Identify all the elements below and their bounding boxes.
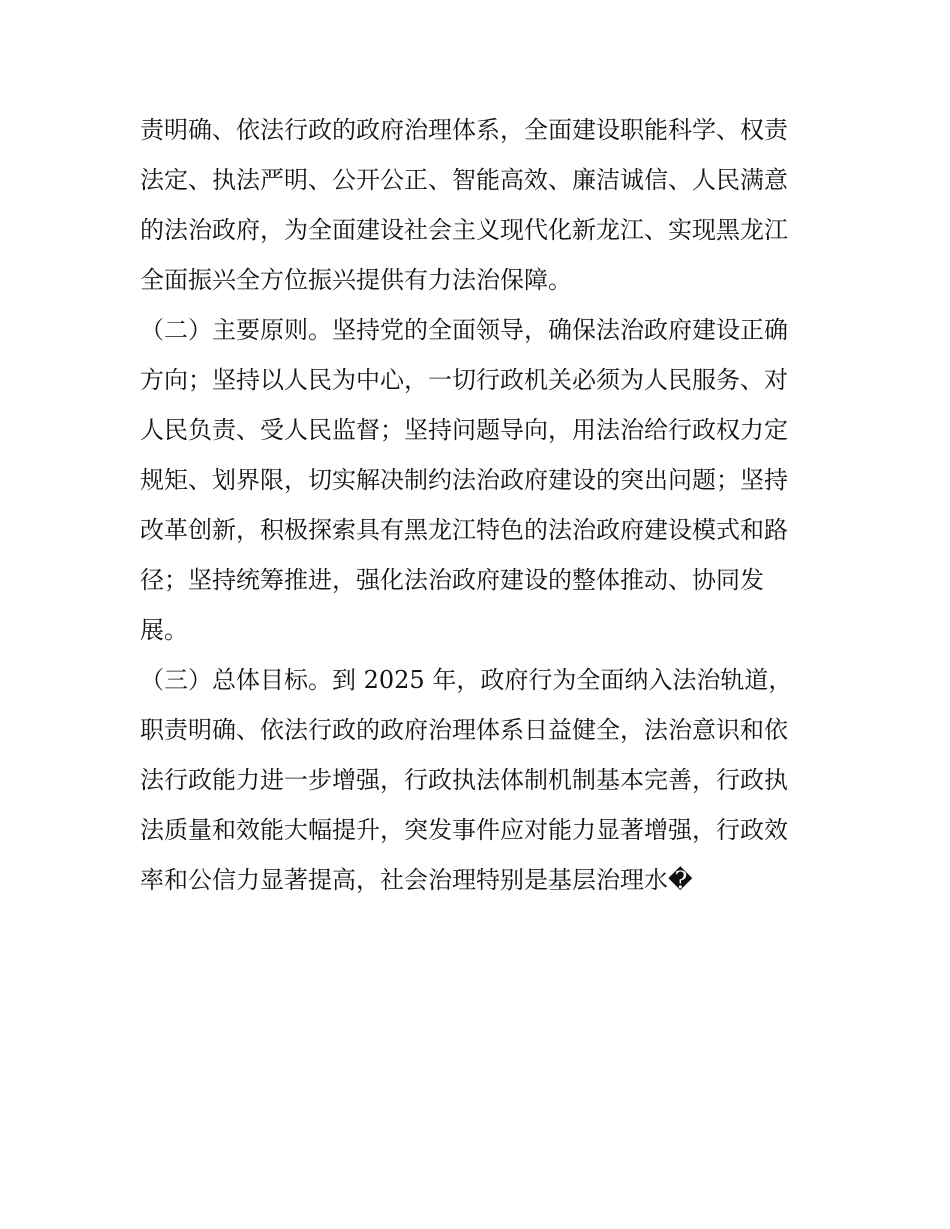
text-line-2: 法定、执法严明、公开公正、智能高效、廉洁诚信、人民满意 <box>140 166 788 194</box>
text-line-1: 责明确、依法行政的政府治理体系，全面建设职能科学、权责 <box>140 116 788 144</box>
text-line-3: 的法治政府，为全面建设社会主义现代化新龙江、实现黑龙江 <box>140 216 788 244</box>
document-body <box>140 105 820 905</box>
text-line-6: 方向；坚持以人民为中心，一切行政机关必须为人民服务、对 <box>140 366 788 394</box>
text-line-16: 率和公信力显著提高，社会治理特别是基层治理水� <box>140 866 693 894</box>
text-line-13: 职责明确、依法行政的政府治理体系日益健全，法治意识和依 <box>140 716 788 744</box>
text-line-8: 规矩、划界限，切实解决制约法治政府建设的突出问题；坚持 <box>140 466 788 494</box>
text-line-12: （三）总体目标。到 2025 年，政府行为全面纳入法治轨道， <box>140 666 793 694</box>
text-line-15: 法质量和效能大幅提升，突发事件应对能力显著增强，行政效 <box>140 816 788 844</box>
text-line-9: 改革创新，积极探索具有黑龙江特色的法治政府建设模式和路 <box>140 516 788 544</box>
text-line-14: 法行政能力进一步增强，行政执法体制机制基本完善，行政执 <box>140 766 788 794</box>
text-line-7: 人民负责、受人民监督；坚持问题导向，用法治给行政权力定 <box>140 416 788 444</box>
text-line-5: （二）主要原则。坚持党的全面领导，确保法治政府建设正确 <box>140 316 788 344</box>
text-line-4: 全面振兴全方位振兴提供有力法治保障。 <box>140 266 572 294</box>
text-line-10: 径；坚持统筹推进，强化法治政府建设的整体推动、协同发 <box>140 566 764 594</box>
text-line-11: 展。 <box>140 616 188 644</box>
